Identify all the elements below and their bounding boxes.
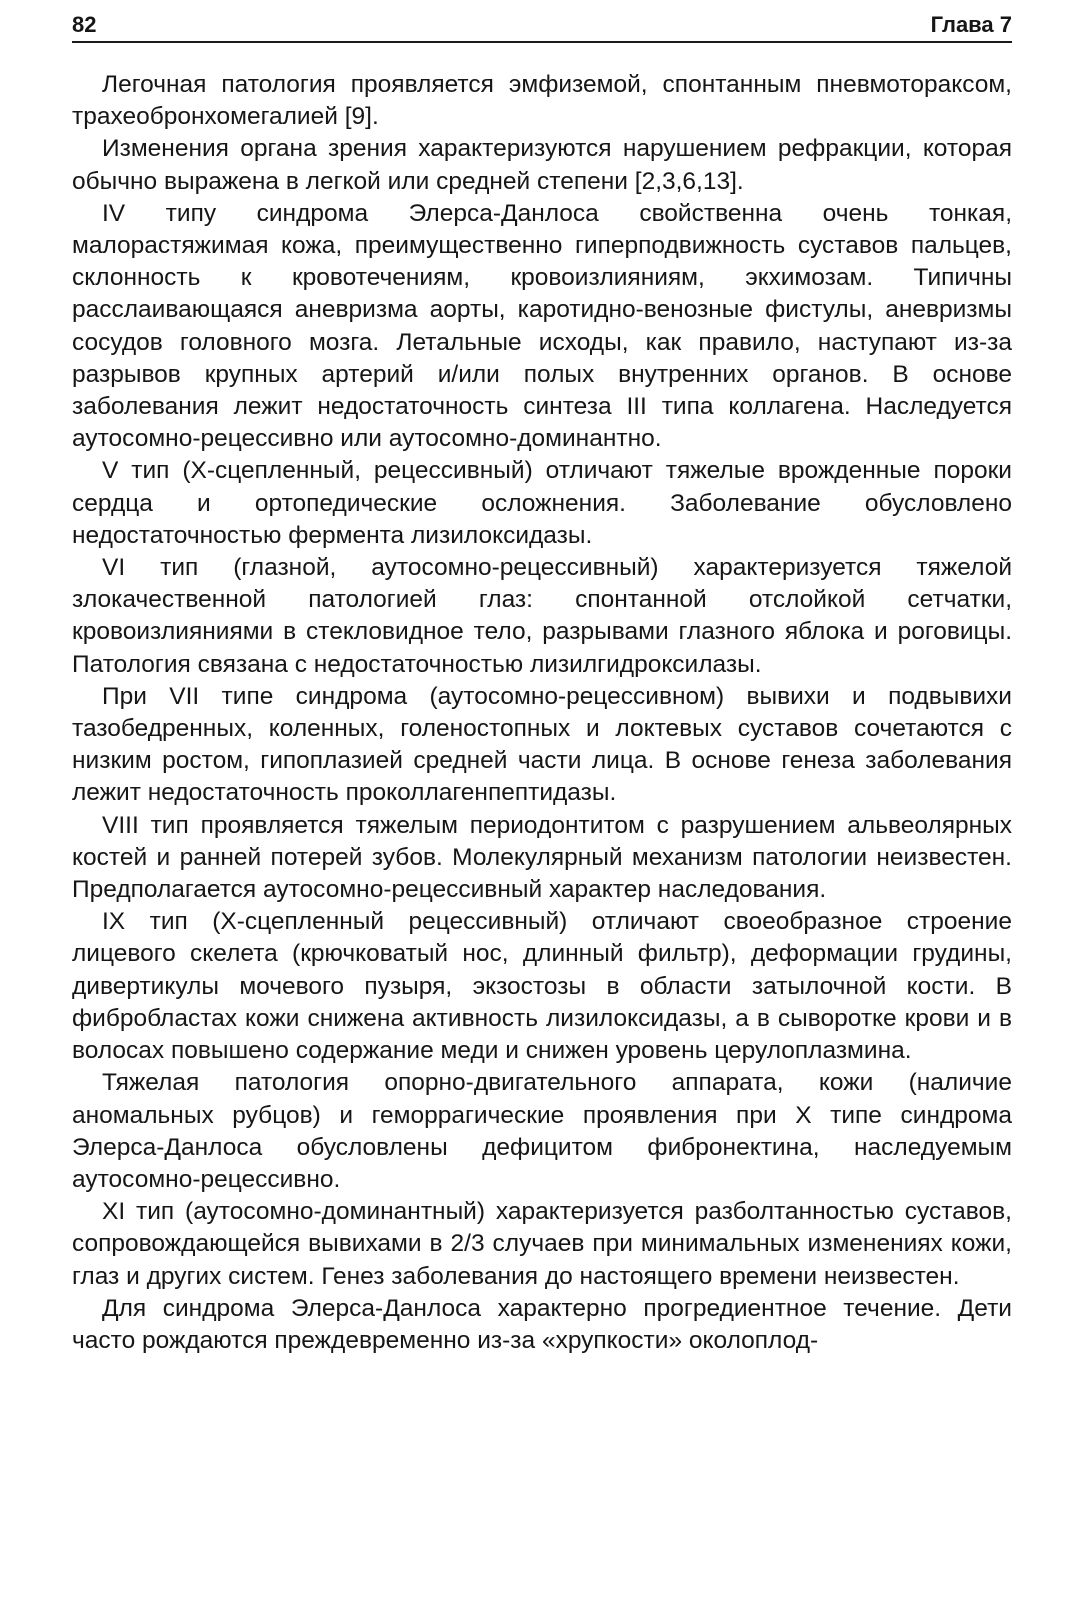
paragraph: Изменения органа зрения характеризуются нарушением рефракции, которая обычно выражена в легкой или средней степени [2,3,6,13]. <box>72 135 1012 195</box>
paragraph: XI тип (аутосомно-доминантный) характеризуется разболтанностью суставов, сопровождающейся вывихами в 2/3 случаев при минимальных изменениях кожи, глаз и других систем. Генез заболевания до настоящего времени неизвестен. <box>72 1198 1012 1290</box>
chapter-title: Глава 7 <box>930 12 1012 37</box>
paragraph: IX тип (Х-сцепленный рецессивный) отличают своеобразное строение лицевого скелета (крючковатый нос, длинный фильтр), деформации грудины, дивертикулы мочевого пузыря, экзостозы в области затылочной кости. В фибробластах кожи снижена активность лизилоксидазы, а в сыворотке крови и в волосах повышено содержание меди и снижен уровень церулоплазмина. <box>72 908 1012 1065</box>
running-header <box>72 0 1012 46</box>
paragraph: V тип (Х-сцепленный, рецессивный) отличают тяжелые врожденные пороки сердца и ортопедические осложнения. Заболевание обусловлено недостаточностью фермента лизилоксидазы. <box>72 457 1012 549</box>
paragraph: VIII тип проявляется тяжелым периодонтитом с разрушением альвеолярных костей и ранней потерей зубов. Молекулярный механизм патологии неизвестен. Предполагается аутосомно-рецессивный характер наследования. <box>72 811 1012 904</box>
paragraph: Тяжелая патология опорно-двигательного аппарата, кожи (наличие аномальных рубцов) и геморрагические проявления при X типе синдрома Элерса-Данлоса обусловлены дефицитом фибронектина, наследуемым аутосомно-рецессивно. <box>72 1069 1012 1193</box>
body-text <box>72 69 1012 1357</box>
page-number: 82 <box>72 12 97 37</box>
paragraph: При VII типе синдрома (аутосомно-рецессивном) вывихи и подвывихи тазобедренных, коленных, голеностопных и локтевых суставов сочетаются с низким ростом, гипоплазией средней части лица. В основе генеза заболевания лежит недостаточность проколлагенпептидазы. <box>72 682 1012 807</box>
paragraph: IV типу синдрома Элерса-Данлоса свойственна очень тонкая, малорастяжимая кожа, преимущественно гиперподвижность суставов пальцев, склонность к кровотечениям, кровоизлияниям, экхимозам. Типичны расслаивающаяся аневризма аорты, каротидно-венозные фистулы, аневризмы сосудов головного мозга. Летальные исходы, как правило, наступают из-за разрывов крупных артерий и/или полых внутренних органов. В основе заболевания лежит недостаточность синтеза III типа коллагена. Наследуется аутосомно-рецессивно или аутосомно-доминантно. <box>72 199 1012 453</box>
paragraph: VI тип (глазной, аутосомно-рецессивный) характеризуется тяжелой злокачественной патологией глаз: спонтанной отслойкой сетчатки, кровоизлияниями в стекловидное тело, разрывами глазного яблока и роговицы. Патология связана с недостаточностью лизилгидроксилазы. <box>72 554 1012 678</box>
paragraph: Для синдрома Элерса-Данлоса характерно прогредиентное течение. Дети часто рождаются преждевременно из-за «хрупкости» околоплод- <box>72 1294 1012 1354</box>
paragraph: Легочная патология проявляется эмфиземой, спонтанным пневмотораксом, трахеобронхомегалией [9]. <box>72 71 1012 131</box>
book-page <box>72 0 1012 1357</box>
header-rule <box>72 41 1012 43</box>
